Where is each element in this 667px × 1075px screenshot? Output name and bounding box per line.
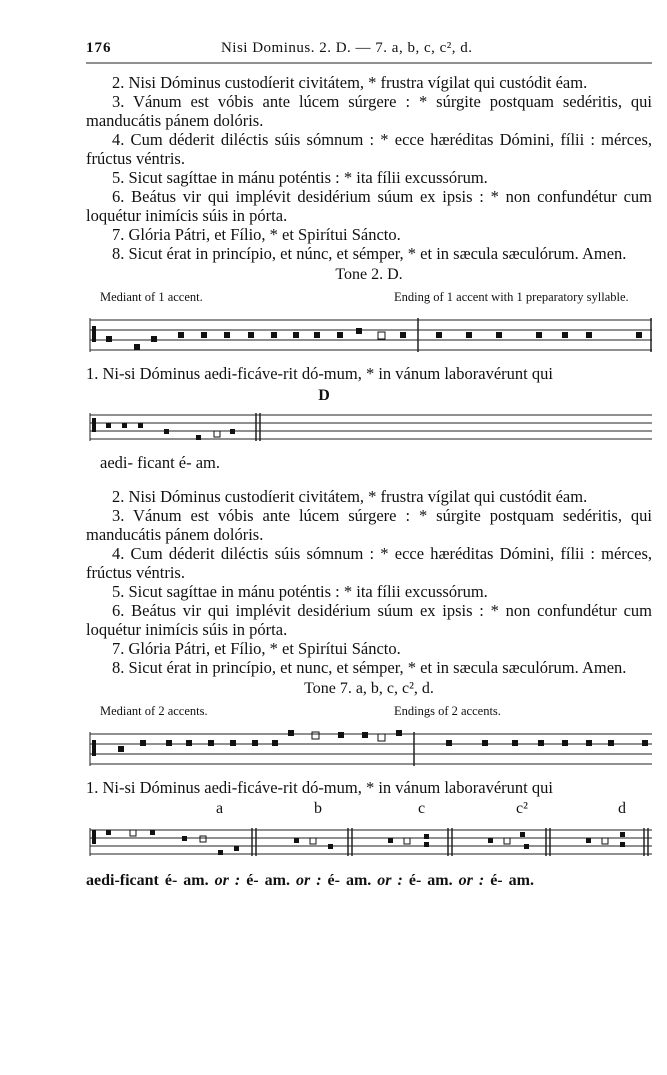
verse: 5. Sicut sagíttae in mánu poténtis : * ita fílii excussórum. <box>112 168 488 187</box>
verse: 3. Vánum est vóbis ante lúcem súrgere : * súrgite postquam sedéritis, qui manducátis pánem dolóris. <box>86 506 652 544</box>
tone2-labels <box>100 290 652 304</box>
verse: 2. Nisi Dóminus custodíerit civitátem, * frustra vígilat qui custódit éam. <box>112 487 588 506</box>
tone7-title: Tone 7. a, b, c, c², d. <box>304 680 434 697</box>
running-title: Nisi Dominus. 2. D. — 7. a, b, c, c², d. <box>220 40 473 56</box>
ending-letter: d <box>618 800 626 817</box>
running-header <box>86 40 652 57</box>
or-label: or : <box>458 872 485 889</box>
tone7-ending-letters <box>86 800 652 820</box>
psalm-verses-2 <box>86 487 652 677</box>
tone2-staff-1 <box>86 312 652 360</box>
or-label: or : <box>377 872 403 889</box>
tone2-ending-staff <box>86 409 652 449</box>
tone2-ending-letter: D <box>318 387 330 404</box>
psalm-verses-1 <box>86 73 652 263</box>
verse: 7. Glória Pátri, et Fílio, * et Spirítui Sáncto. <box>112 639 401 658</box>
tone2-ending-lyric: aedi- ficant é- am. <box>100 453 221 472</box>
ending-lyric: é- am. <box>327 872 372 889</box>
tone2-lyric: 1. Ni-si Dóminus aedi-ficáve-rit dó-mum, * in vánum laboravérunt qui <box>86 364 553 383</box>
book-page <box>86 40 652 890</box>
ending-lyric: é- am. <box>246 872 290 889</box>
tone7-ending-lyrics <box>86 872 652 890</box>
tone2-mediant-label: Mediant of 1 accent. <box>100 290 203 304</box>
tone2-ending-label: Ending of 1 accent with 1 preparatory syllable. <box>394 290 629 304</box>
ending-letter: a <box>216 800 224 817</box>
ending-lyric: é- am. <box>408 872 453 889</box>
or-label: or : <box>295 872 322 889</box>
ending-lyric: é- am. <box>490 872 534 889</box>
tone2-title: Tone 2. D. <box>335 266 403 283</box>
ending-letter: c <box>418 800 426 817</box>
tone7-ending-staff <box>86 824 652 864</box>
tone7-staff-1 <box>86 726 652 774</box>
verse: 8. Sicut érat in princípio, et núnc, et sémper, * et in sæcula sæculórum. Amen. <box>112 244 627 263</box>
verse: 3. Vánum est vóbis ante lúcem súrgere : * súrgite postquam sedéritis, qui manducátis pánem dolóris. <box>86 92 652 130</box>
verse: 6. Beátus vir qui implévit desidérium súum ex ipsis : * non confundétur cum loquétur inimícis súis in pórta. <box>86 601 652 639</box>
verse: 8. Sicut érat in princípio, et nunc, et sémper, * et in sæcula sæculórum. Amen. <box>112 658 627 677</box>
tone7-ending-label: Endings of 2 accents. <box>394 704 501 718</box>
or-label: or : <box>214 872 241 889</box>
tone7-mediant-label: Mediant of 2 accents. <box>100 704 208 718</box>
verse: 2. Nisi Dóminus custodíerit civitátem, * frustra vígilat qui custódit éam. <box>112 73 588 92</box>
tone7-labels <box>100 704 652 718</box>
ending-lyric-start: aedi-ficant é- am. <box>86 872 209 889</box>
verse: 7. Glória Pátri, et Fílio, * et Spirítui Sáncto. <box>112 225 401 244</box>
verse: 4. Cum déderit diléctis súis sómnum : * ecce hæréditas Dómini, fílii : mérces, frúctus véntris. <box>86 544 652 582</box>
ending-letter: b <box>314 800 322 817</box>
ending-letter: c² <box>516 800 528 817</box>
verse: 6. Beátus vir qui implévit desidérium súum ex ipsis : * non confundétur cum loquétur inimícis súis in pórta. <box>86 187 652 225</box>
header-rule <box>86 61 652 65</box>
verse: 5. Sicut sagíttae in mánu poténtis : * ita fílii excussórum. <box>112 582 488 601</box>
verse: 4. Cum déderit diléctis súis sómnum : * ecce hæréditas Dómini, fílii : mérces, frúctus véntris. <box>86 130 652 168</box>
page-number: 176 <box>86 40 112 56</box>
tone7-lyric: 1. Ni-si Dóminus aedi-ficáve-rit dó-mum, * in vánum laboravérunt qui <box>86 778 553 797</box>
